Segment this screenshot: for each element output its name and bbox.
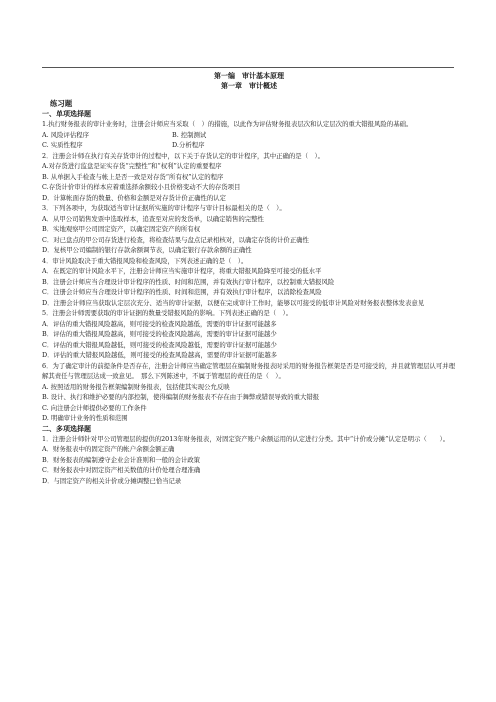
question-stem: 5．注册会计师需要获取的审计证据的数量受错报风险的影响。下列表述正确的是（ ）。	[42, 309, 293, 317]
option-row	[42, 140, 456, 151]
option-b: B. 控制测试	[172, 130, 207, 139]
option-b: B. 从单据入手检查与帐上是否一致是对存货“所有权”认定的程序	[42, 172, 224, 181]
mc-question-1	[42, 434, 456, 487]
option-c: C．注册会计师应当合理设计审计程序的性质、时间和范围，并有效执行审计程序，以消除检查风险	[42, 288, 322, 296]
question-stem: 1.执行财务报表的审计业务时，注册会计师应当采取（ ）的措施，以此作为评估财务报表层次和认定层次的重大错报风险的基础。	[42, 120, 413, 128]
option-a: A. 风险评估程序	[42, 130, 90, 139]
option-a: A. 按照适用的财务报告框架编制财务报表，包括使其实现公允反映	[42, 382, 230, 391]
option-d: D.分析程序	[172, 141, 205, 149]
option-a: A.对存货进行监盘是证实存货“完整性”和“权利”认定的重要程序	[42, 162, 222, 170]
option-c: C.存货计价审计的样本应着重选择余额较小且价格变动不大的存货项目	[42, 183, 241, 191]
option-a: A．评估的重大错报风险越高，则可接受的检查风险越低，需要的审计证据可能越多	[42, 319, 277, 328]
option-d: D．计算帐面存货的数量、价格和金额是对存货计价正确性的认定	[42, 193, 227, 202]
question-stem: 1．注册会计师针对甲公司管理层的提供的2013年财务报表，对固定资产账户余额运用的认定进行分类。其中“计价或分摊”认定是明示（ ）。	[42, 434, 450, 443]
question-4	[42, 256, 456, 309]
option-c: C. 实质性程序	[42, 141, 83, 149]
chapter-title: 第一章 审计概述	[221, 81, 277, 90]
question-stem: 3．下列各项中，为获取适当审计证据所实施的审计程序与审计目标最相关的是（ ）。	[42, 204, 286, 212]
option-a: A．从甲公司销售发票中选取样本，追查至对应的发货单，以确定销售的完整性	[42, 214, 264, 223]
option-row	[42, 130, 456, 141]
question-stem: 4．审计风险取决于重大错报风险和检查风险，下列表述正确的是（ ）。	[42, 256, 248, 265]
question-3	[42, 203, 456, 256]
option-b: B．财务报表的编制遵守企业会计准则和一般的会计政策	[42, 455, 201, 464]
option-a: A．在既定的审计风险水平下，注册会计师应当实施审计程序，将重大错报风险降至可接受的低水平	[42, 267, 322, 275]
option-c: C．对已盘点的甲公司存货进行检查，将检查结果与盘点记录相核对，以确定存货的计价正确性	[42, 235, 309, 244]
option-b: B．评估的重大错报风险越高，则可接受的检查风险越高，需要的审计证据可能越少	[42, 330, 277, 338]
section-single-choice-title: 一、单项选择题	[42, 109, 91, 118]
option-b: B．实地观察甲公司固定资产，以确定固定资产的所有权	[42, 225, 201, 233]
option-a: A．财务报表中的固定资产的帐户余额金额正确	[42, 445, 175, 453]
question-5	[42, 308, 456, 361]
question-stem: 2．注册会计师在执行有关存货审计的过程中，以下关于存货认定的审计程序，其中正确的是（ ）。	[42, 151, 325, 160]
header-rule	[42, 67, 454, 68]
document-page	[42, 71, 456, 486]
option-d: D. 明确审计业务的性质和范围	[42, 414, 128, 422]
question-2	[42, 151, 456, 204]
question-6	[42, 361, 456, 424]
practice-title: 练习题	[50, 99, 73, 108]
question-1	[42, 119, 456, 151]
option-d: D．与固定资产的相关计价或分摊调整已恰当记录	[42, 476, 182, 485]
question-stem: 6．为了确定审计的前提条件是否存在，注册会计师应当确定管理层在编制财务报表时采用的财务报告框架是否是可接受的，并且就管理层认可并理解其责任与管理层达成一致意见。 那么下列陈述中，不属于管理层的责任的是（ ）。	[42, 361, 456, 380]
option-d: D．评估的重大错报风险越低，则可接受的检查风险越高，需要的审计证据可能越多	[42, 351, 278, 359]
option-c: C. 向注册会计师提供必要的工作条件	[42, 403, 147, 412]
section-multiple-choice-title: 二、多项选择题	[42, 423, 91, 433]
option-d: D．复核甲公司编制的银行存款余额调节表，以确定银行存款余额的正确性	[42, 246, 252, 254]
option-c: C．评估的重大错报风险越低，则可接受的检查风险越低，需要的审计证据可能越少	[42, 340, 277, 349]
part-title: 第一编 审计基本原理	[214, 71, 284, 80]
option-b: B．注册会计师应当合理设计审计程序的性质、时间和范围，并有效执行审计程序，以控制重大错报风险	[42, 277, 335, 286]
option-d: D．注册会计师应当获取认定层次充分、适当的审计证据，以便在完成审计工作时，能够以可接受的低审计风险对财务报表整体发表意见	[42, 298, 425, 307]
option-b: B. 设计、执行和维护必要的内部控制，使得编制的财务报表不存在由于舞弊或错误导致的重大错报	[42, 393, 320, 401]
option-c: C．财务报表中对固定资产相关数值的计价处理合理准确	[42, 466, 201, 474]
